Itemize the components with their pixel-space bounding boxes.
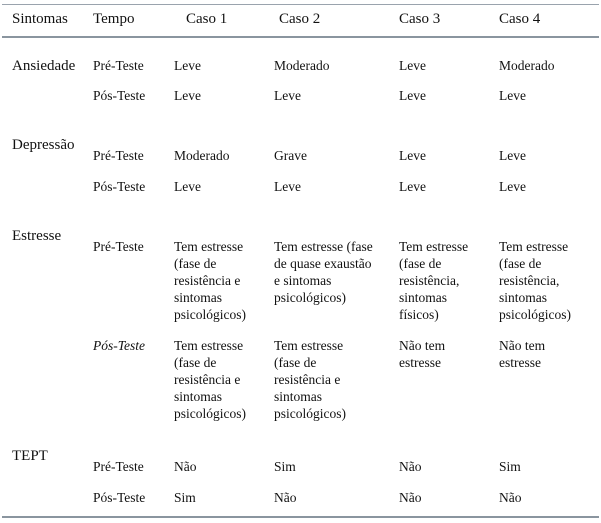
value-cell: Leve [499, 88, 526, 103]
time-cell: Pré-Teste [93, 239, 144, 254]
value-cell: Sim [274, 459, 296, 474]
time-cell: Pós-Teste [93, 179, 146, 194]
value-cell: Não tem estresse [499, 338, 546, 370]
value-cell: Leve [174, 88, 201, 103]
value-cell: Sim [499, 459, 521, 474]
value-cell: Tem estresse (fase de resistência e sintomas psicológicos) [274, 338, 346, 421]
value-cell: Não [499, 490, 522, 505]
value-cell: Não tem estresse [399, 338, 446, 370]
table-bottom-rule [2, 516, 599, 518]
header-caso-4: Caso 4 [499, 11, 541, 27]
symptom-depressao: Depressão [12, 137, 75, 153]
header-caso-1: Caso 1 [186, 11, 228, 27]
time-cell: Pós-Teste [93, 490, 146, 505]
value-cell: Moderado [274, 58, 330, 73]
time-cell: Pós-Teste [93, 338, 146, 353]
value-cell: Leve [274, 88, 301, 103]
value-cell: Leve [399, 88, 426, 103]
value-cell: Tem estresse (fase de resistência, sintomas físicos) [399, 239, 469, 322]
value-cell: Não [274, 490, 297, 505]
value-cell: Leve [174, 179, 201, 194]
value-cell: Tem estresse (fase de quase exaustão e sintomas psicológicos) [274, 239, 373, 305]
header-rule [2, 36, 599, 38]
symptom-tept: TEPT [12, 448, 48, 464]
value-cell: Leve [399, 148, 426, 163]
header-tempo: Tempo [93, 11, 135, 27]
value-cell: Leve [274, 179, 301, 194]
value-cell: Não [399, 490, 422, 505]
value-cell: Tem estresse (fase de resistência e sintomas psicológicos) [174, 338, 246, 421]
symptom-ansiedade: Ansiedade [12, 58, 76, 74]
time-cell: Pré-Teste [93, 459, 144, 474]
value-cell: Não [399, 459, 422, 474]
time-cell: Pré-Teste [93, 148, 144, 163]
value-cell: Leve [399, 179, 426, 194]
value-cell: Leve [499, 148, 526, 163]
value-cell: Tem estresse (fase de resistência e sintomas psicológicos) [174, 239, 246, 322]
value-cell: Sim [174, 490, 196, 505]
header-sintomas: Sintomas [12, 11, 68, 27]
table-top-rule [2, 4, 599, 5]
value-cell: Não [174, 459, 197, 474]
value-cell: Leve [399, 58, 426, 73]
value-cell: Leve [174, 58, 201, 73]
value-cell: Moderado [174, 148, 230, 163]
time-cell: Pré-Teste [93, 58, 144, 73]
value-cell: Leve [499, 179, 526, 194]
value-cell: Tem estresse (fase de resistência, sintomas psicológicos) [499, 239, 571, 322]
time-cell: Pós-Teste [93, 88, 146, 103]
symptom-estresse: Estresse [12, 228, 62, 244]
header-caso-3: Caso 3 [399, 11, 441, 27]
header-caso-2: Caso 2 [279, 11, 321, 27]
value-cell: Moderado [499, 58, 555, 73]
value-cell: Grave [274, 148, 307, 163]
